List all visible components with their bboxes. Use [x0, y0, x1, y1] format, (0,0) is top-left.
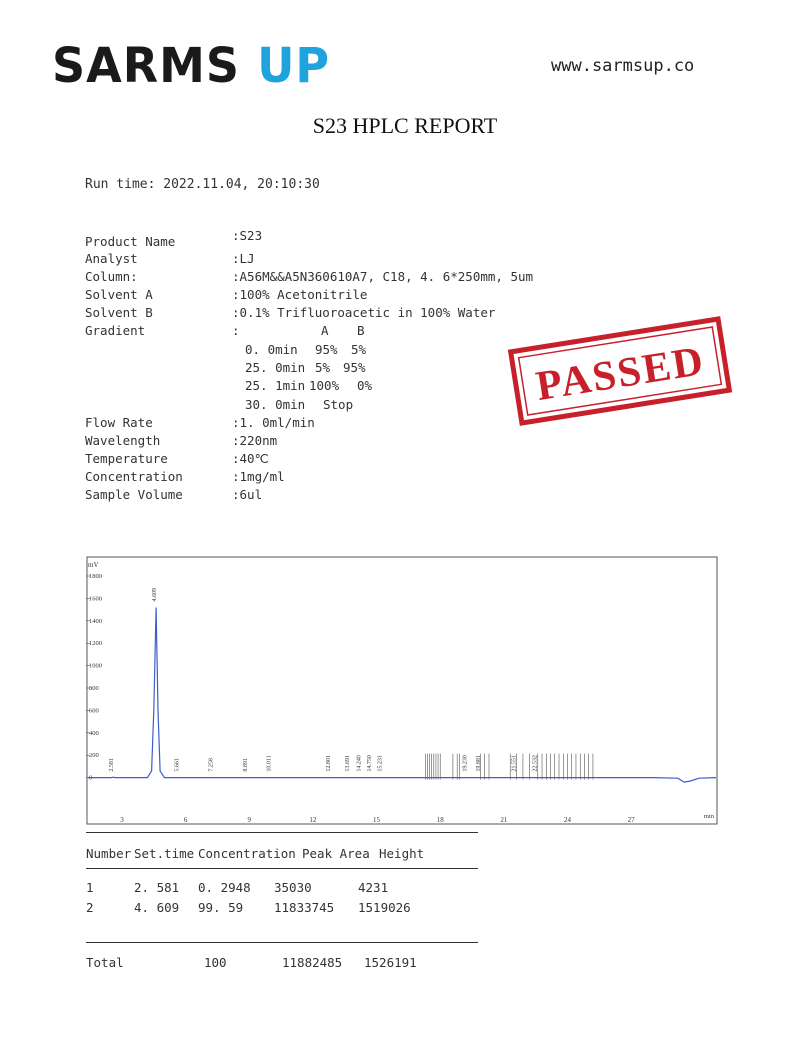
y-tick-label: 200	[89, 752, 99, 760]
param-value: :S23	[232, 228, 263, 243]
gradient-time: 30. 0min	[245, 397, 306, 412]
gradient-time: 25. 1min	[245, 378, 306, 393]
peak-label: 22.532	[532, 755, 539, 772]
peak-label: 19.230	[462, 755, 469, 772]
x-tick-label: 12	[309, 816, 317, 824]
x-tick-label: 27	[627, 816, 635, 824]
x-tick-label: 24	[563, 816, 571, 824]
param-label: Concentration	[85, 469, 183, 484]
y-tick-label: 400	[89, 729, 99, 737]
param-label: Temperature	[85, 451, 168, 466]
peak-label: 2.581	[109, 758, 116, 772]
total-concentration: 100	[204, 955, 227, 970]
param-value: :40℃	[232, 451, 269, 466]
peak-label: 13.691	[344, 755, 351, 772]
param-value: :220nm	[232, 433, 278, 448]
run-time: Run time: 2022.11.04, 20:10:30	[85, 177, 320, 192]
y-tick-label: 600	[89, 707, 99, 715]
x-tick-label: 15	[373, 816, 381, 824]
param-label: Flow Rate	[85, 415, 153, 430]
y-tick-label: 1600	[89, 595, 102, 603]
peak-label: 14.240	[356, 755, 363, 772]
chart-frame	[87, 557, 717, 824]
param-value: :100% Acetonitrile	[232, 287, 368, 302]
peak-label: 5.661	[174, 758, 181, 772]
sarmsup-logo	[52, 37, 330, 94]
param-label: Product Name	[85, 234, 176, 249]
y-tick-label: 1800	[89, 573, 102, 580]
peak-label: 15.231	[377, 755, 384, 772]
cell-concentration: 99. 59	[198, 900, 244, 915]
param-label: Gradient	[85, 323, 146, 338]
cell-set-time: 2. 581	[134, 880, 180, 895]
stamp-text: PASSED	[532, 337, 708, 410]
cell-concentration: 0. 2948	[198, 880, 251, 895]
param-label: Sample Volume	[85, 487, 183, 502]
header-set-time: Set.time	[134, 846, 195, 861]
gradient-a: 5%	[315, 360, 331, 375]
total-area: 11882485	[282, 955, 343, 970]
peak-label: 12.801	[325, 755, 332, 772]
param-value: :1mg/ml	[232, 469, 285, 484]
y-tick-label: 1200	[89, 640, 102, 648]
x-tick-label: 9	[247, 816, 251, 824]
cell-peak-area: 35030	[274, 880, 312, 895]
y-tick-label: 800	[89, 685, 99, 692]
header-concentration: Concentration	[198, 846, 296, 861]
x-axis-label: min	[703, 813, 714, 820]
gradient-b: 5%	[351, 342, 367, 357]
gradient-time: 25. 0min	[245, 360, 306, 375]
x-tick-label: 3	[120, 816, 124, 824]
peak-label: 7.258	[208, 758, 215, 772]
website-url[interactable]: www.sarmsup.co	[551, 56, 695, 76]
param-value: :	[232, 323, 240, 338]
peak-label: 4.609	[152, 587, 159, 602]
logo-word-up: UP	[257, 36, 331, 94]
param-value: :6ul	[232, 487, 263, 502]
param-label: Column:	[85, 269, 138, 284]
cell-height: 1519026	[358, 900, 411, 915]
header-peak-area: Peak Area	[302, 846, 370, 861]
cell-number: 2	[86, 900, 94, 915]
param-value: :LJ	[232, 251, 255, 266]
cell-number: 1	[86, 880, 94, 895]
y-axis-label: mV	[88, 561, 99, 569]
gradient-header-b: B	[357, 323, 365, 338]
y-tick-label: 1400	[89, 617, 102, 625]
peak-label: 10.011	[266, 755, 273, 772]
peak-label: 8.891	[242, 758, 249, 772]
gradient-a: 100%	[309, 378, 340, 393]
total-height: 1526191	[364, 955, 417, 970]
y-tick-label: 1000	[89, 662, 102, 670]
y-tick-label: 0	[89, 774, 93, 782]
param-value: :A56M&&A5N360610A7, C18, 4. 6*250mm, 5um	[232, 269, 534, 284]
peak-label: 19.881	[476, 755, 483, 772]
gradient-time: 0. 0min	[245, 342, 298, 357]
logo-word-sarms: SARMS	[52, 36, 241, 94]
param-value: :0.1% Trifluoroacetic in 100% Water	[232, 305, 496, 320]
param-label: Solvent A	[85, 287, 153, 302]
param-label: Solvent B	[85, 305, 153, 320]
cell-height: 4231	[358, 880, 389, 895]
gradient-b: 0%	[357, 378, 373, 393]
total-label: Total	[86, 955, 124, 970]
peak-label: 14.750	[367, 755, 374, 772]
gradient-b: 95%	[343, 360, 366, 375]
chromatogram-chart	[86, 556, 718, 826]
x-tick-label: 6	[183, 816, 188, 824]
param-label: Wavelength	[85, 433, 161, 448]
gradient-a: Stop	[323, 397, 354, 412]
table-rule-top	[86, 832, 478, 833]
gradient-header-a: A	[321, 323, 329, 338]
report-title: S23 HPLC REPORT	[312, 113, 498, 138]
table-rule-bottom	[86, 942, 478, 943]
x-tick-label: 21	[500, 816, 508, 824]
header-number: Number	[86, 846, 132, 861]
table-rule-header	[86, 868, 478, 869]
x-tick-label: 18	[436, 816, 444, 824]
param-label: Analyst	[85, 251, 138, 266]
passed-stamp	[507, 316, 733, 427]
cell-peak-area: 11833745	[274, 900, 335, 915]
peak-label: 21.551	[511, 755, 518, 772]
gradient-a: 95%	[315, 342, 338, 357]
chromatogram-line	[88, 608, 716, 783]
header-height: Height	[379, 846, 425, 861]
cell-set-time: 4. 609	[134, 900, 180, 915]
param-value: :1. 0ml/min	[232, 415, 315, 430]
